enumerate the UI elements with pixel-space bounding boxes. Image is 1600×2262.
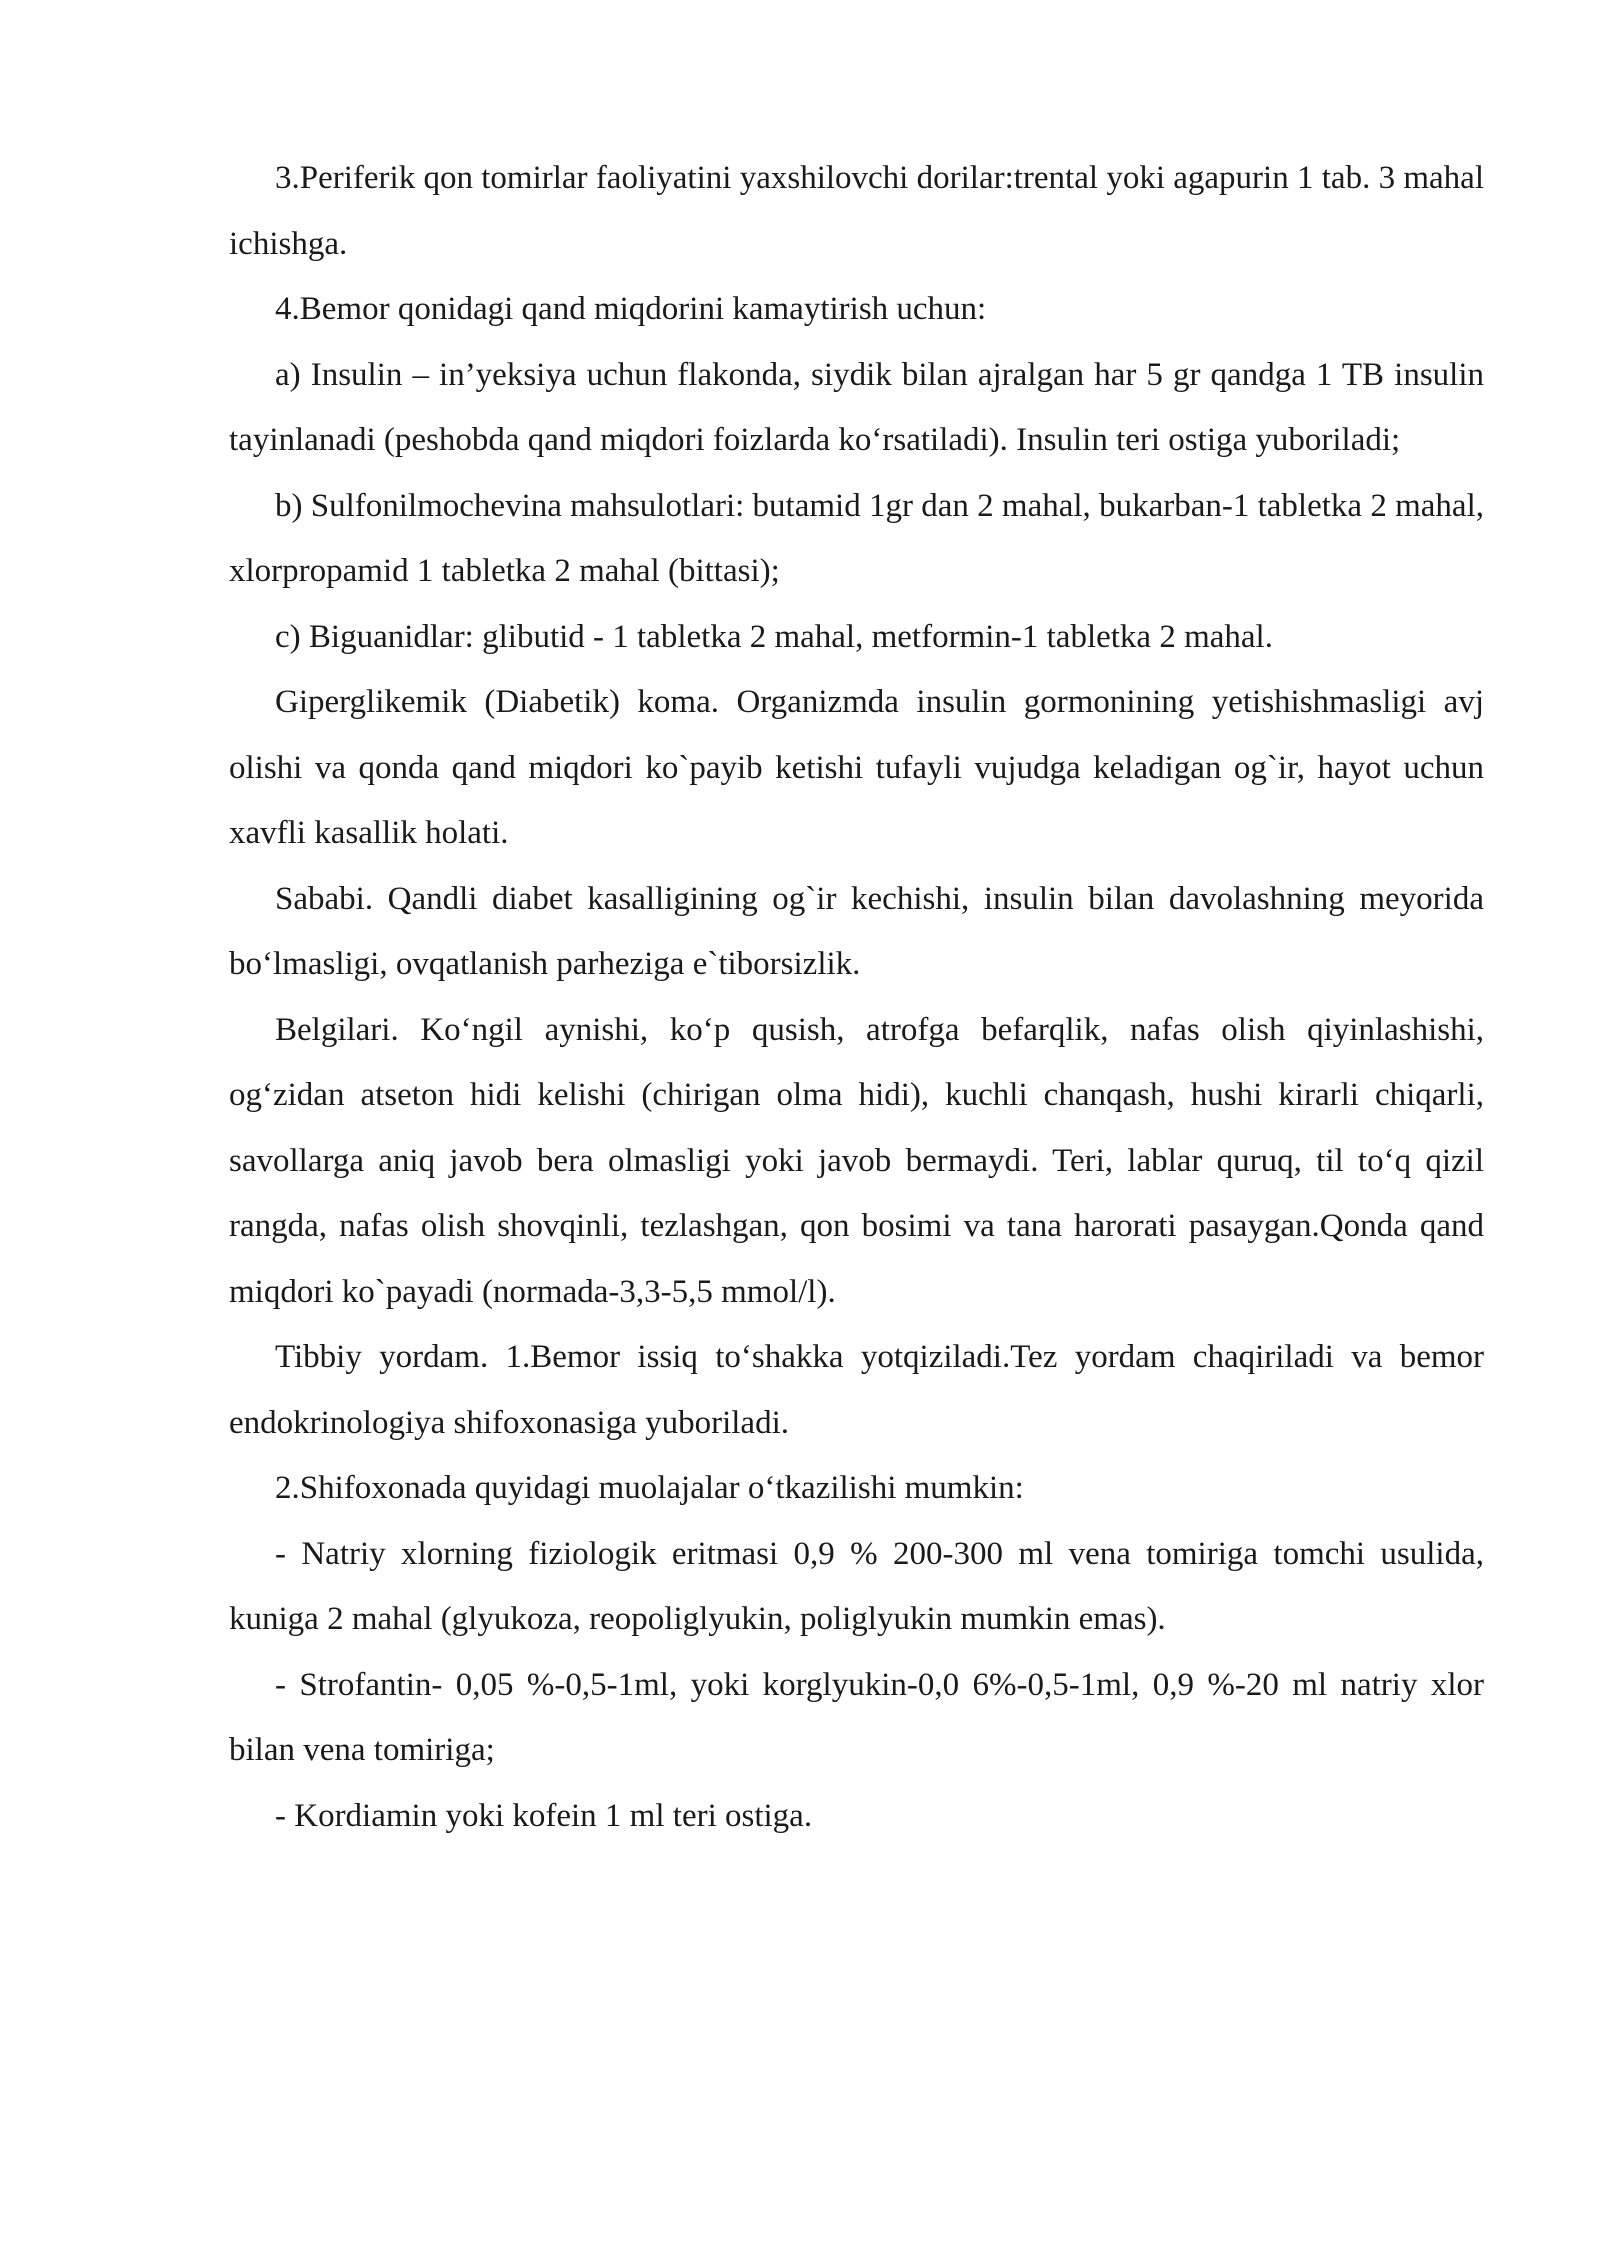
paragraph-symptoms: Belgilari. Ko‘ngil aynishi, ko‘p qusish, atrofga befarqlik, nafas olish qiyinlashishi, og‘zidan atseton hidi kelishi (chirigan olma hidi), kuchli chanqash, hushi kirarli chiqarli, savollarga aniq javob bera olmasligi yoki javob bermaydi. Teri, lablar quruq, til to‘q qizil rangda, nafas olish shovqinli, tezlashgan, qon bosimi va tana harorati pasaygan.Qonda qand miqdori ko`payadi (normada-3,3-5,5 mmol/l). (229, 1011, 1484, 1310)
paragraph-insulin: a) Insulin – in’yeksiya uchun flakonda, siydik bilan ajralgan har 5 gr qandga 1 TB insulin tayinlanadi (peshobda qand miqdori foizlarda ko‘rsatiladi). Insulin teri ostiga yuboriladi; (229, 356, 1484, 458)
paragraph-cordiamine: - Kordiamin yoki kofein 1 ml teri ostiga. (275, 1797, 813, 1834)
paragraph-saline-drip: - Natriy xlorning fiziologik eritmasi 0,9 % 200-300 ml vena tomiriga tomchi usulida, kuniga 2 mahal (glyukoza, reopoliglyukin, poliglyukin mumkin emas). (229, 1535, 1484, 1637)
paragraph-hyperglycemic-coma: Giperglikemik (Diabetik) koma. Organizmda insulin gormonining yetishishmasligi avj olishi va qonda qand miqdori ko`payib ketishi tufayli vujudga keladigan og`ir, hayot uchun xavfli kasallik holati. (229, 684, 1484, 851)
paragraph-hospital-procedures: 2.Shifoxonada quyidagi muolajalar o‘tkazilishi mumkin: (275, 1470, 1024, 1506)
paragraph-peripheral-drugs: 3.Periferik qon tomirlar faoliyatini yaxshilovchi dorilar:trental yoki agapurin 1 tab. 3 mahal ichishga. (229, 160, 1484, 262)
paragraph-lower-blood-sugar: 4.Bemor qonidagi qand miqdorini kamaytirish uchun: (275, 291, 987, 327)
paragraph-strophanthin: - Strofantin- 0,05 %-0,5-1ml, yoki korglyukin-0,0 6%-0,5-1ml, 0,9 %-20 ml natriy xlor bilan vena tomiriga; (229, 1666, 1484, 1768)
paragraph-biguanides: c) Biguanidlar: glibutid - 1 tabletka 2 mahal, metformin-1 tabletka 2 mahal. (275, 618, 1273, 655)
document-body (229, 146, 1484, 1849)
paragraph-causes: Sababi. Qandli diabet kasalligining og`ir kechishi, insulin bilan davolashning meyorida bo‘lmasligi, ovqatlanish parheziga e`tiborsizlik. (229, 880, 1484, 982)
paragraph-sulfonylurea: b) Sulfonilmochevina mahsulotlari: butamid 1gr dan 2 mahal, bukarban-1 tabletka 2 mahal, xlorpropamid 1 tabletka 2 mahal (bittasi); (229, 487, 1484, 589)
paragraph-medical-aid: Tibbiy yordam. 1.Bemor issiq to‘shakka yotqiziladi.Tez yordam chaqiriladi va bemor endokrinologiya shifoxonasiga yuboriladi. (229, 1339, 1484, 1441)
